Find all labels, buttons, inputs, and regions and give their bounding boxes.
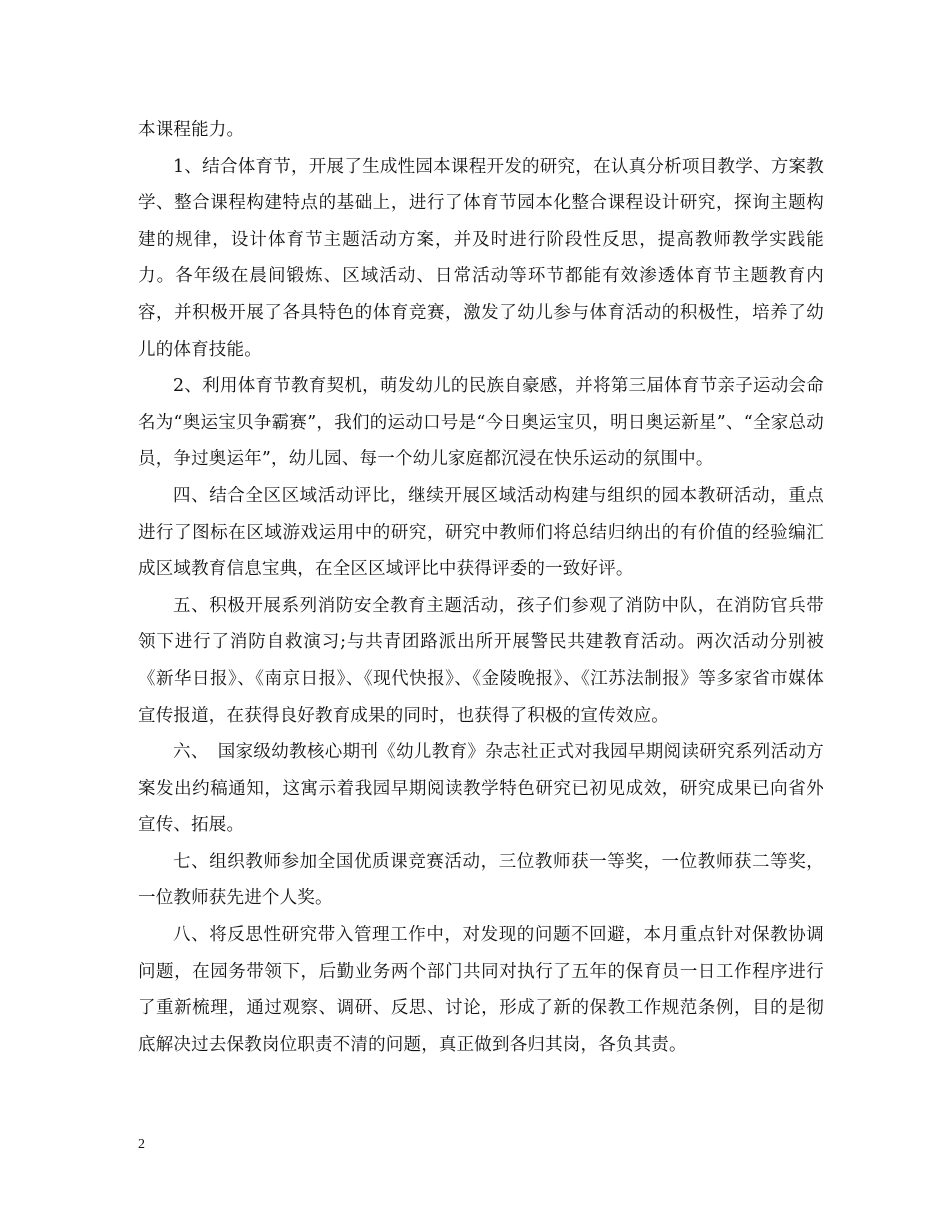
paragraph-item-1: 1、结合体育节，开展了生成性园本课程开发的研究，在认真分析项目教学、方案教学、整合课程构建特点的基础上，进行了体育节园本化整合课程设计研究，探询主题构建的规律，设计体育节主题活动方案，并及时进行阶段性反思，提高教师教学实践能力。各年级在晨间锻炼、区域活动、日常活动等环节都能有效渗透体育节主题教育内容，并积极开展了各具特色的体育竞赛，激发了幼儿参与体育活动的积极性，培养了幼儿的体育技能。 (138, 156, 824, 360)
document-body (138, 112, 824, 1063)
paragraph-section-8: 八、将反思性研究带入管理工作中，对发现的问题不回避，本月重点针对保教协调问题，在园务带领下，后勤业务两个部门共同对执行了五年的保育员一日工作程序进行了重新梳理，通过观察、调研、反思、讨论，形成了新的保教工作规范条例，目的是彻底解决过去保教岗位职责不清的问题，真正做到各归其岗，各负其责。 (138, 925, 824, 1055)
paragraph-section-4: 四、结合全区区域活动评比，继续开展区域活动构建与组织的园本教研活动，重点进行了图标在区域游戏运用中的研究，研究中教师们将总结归纳出的有价值的经验编汇成区域教育信息宝典，在全区区域评比中获得评委的一致好评。 (138, 485, 824, 580)
paragraph-section-7: 七、组织教师参加全国优质课竞赛活动，三位教师获一等奖，一位教师获二等奖，一位教师获先进个人奖。 (138, 851, 824, 909)
paragraph-section-5: 五、积极开展系列消防安全教育主题活动，孩子们参观了消防中队，在消防官兵带领下进行了消防自救演习;与共青团路派出所开展警民共建教育活动。两次活动分别被《新华日报》、《南京日报》、《现代快报》、《金陵晚报》、《江苏法制报》等多家省市媒体宣传报道，在获得良好教育成果的同时，也获得了积极的宣传效应。 (138, 595, 824, 726)
page-number: 2 (138, 1137, 145, 1152)
paragraph-continuation: 本课程能力。 (138, 120, 245, 140)
paragraph-item-2: 2、利用体育节教育契机，萌发幼儿的民族自豪感，并将第三届体育节亲子运动会命名为“奥运宝贝争霸赛”，我们的运动口号是“今日奥运宝贝，明日奥运新星”、“全家总动员，争过奥运年”，幼儿园、每一个幼儿家庭都沉浸在快乐运动的氛围中。 (138, 376, 824, 470)
paragraph-section-6: 六、 国家级幼教核心期刊《幼儿教育》杂志社正式对我园早期阅读研究系列活动方案发出约稿通知，这寓示着我园早期阅读教学特色研究已初见成效，研究成果已向省外宣传、拓展。 (138, 742, 824, 836)
